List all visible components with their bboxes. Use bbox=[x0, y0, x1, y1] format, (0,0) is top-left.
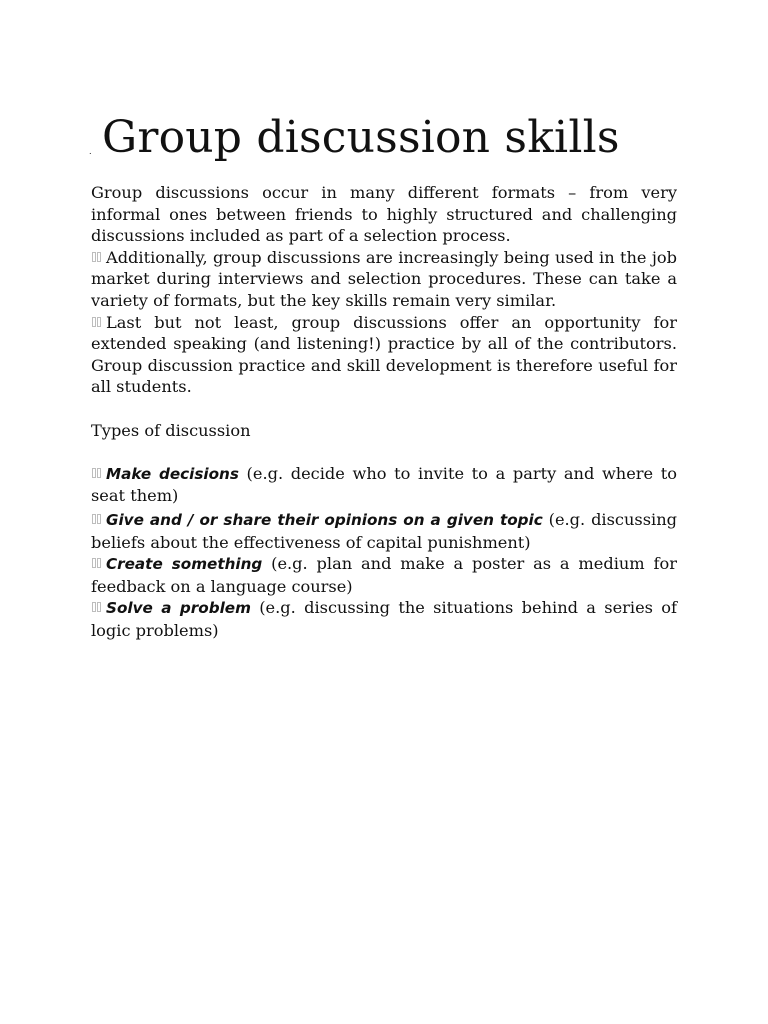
paragraph-text: Additionally, group discussions are increasingly being used in the job market during interviews and selection procedures. These can take a variety of formats, but the key skills remain very similar. bbox=[91, 247, 677, 310]
type-item bbox=[91, 553, 677, 597]
bullet-box-icon bbox=[91, 601, 104, 613]
types-heading: Types of discussion bbox=[91, 420, 251, 440]
paragraph-text: Last but not least, group discussions offer an opportunity for extended speaking (and listening!) practice by all of the contributors. Group discussion practice and skill development is therefore useful for all students. bbox=[91, 312, 677, 397]
document-page bbox=[91, 110, 677, 641]
type-detail: (e.g. decide who to invite to a party and where to seat them) bbox=[91, 463, 678, 506]
type-term: Give and / or share their opinions on a given topic bbox=[106, 510, 543, 529]
bullet-box-icon bbox=[91, 557, 104, 569]
type-term: Create something bbox=[106, 555, 263, 574]
title-mark: . bbox=[89, 147, 92, 156]
intro-paragraph bbox=[91, 182, 677, 247]
type-detail: (e.g. discussing beliefs about the effectiveness of capital punishment) bbox=[91, 509, 677, 552]
type-term: Make decisions bbox=[106, 464, 239, 483]
type-item bbox=[91, 463, 677, 507]
document-title: Group discussion skills bbox=[102, 112, 620, 163]
type-detail: (e.g. discussing the situations behind a series of logic problems) bbox=[91, 598, 677, 640]
type-term: Solve a problem bbox=[106, 599, 251, 618]
bullet-box-icon bbox=[91, 513, 104, 525]
bullet-box-icon bbox=[91, 316, 104, 328]
paragraph-practice bbox=[91, 312, 677, 398]
type-item bbox=[91, 597, 677, 641]
title-row bbox=[91, 110, 677, 170]
type-item bbox=[91, 509, 677, 553]
paragraph-job-market bbox=[91, 247, 677, 312]
bullet-box-icon bbox=[91, 251, 104, 263]
paragraph-text: Group discussions occur in many different formats – from very informal ones between friends to highly structured and challenging discussions included as part of a selection process. bbox=[91, 183, 677, 246]
type-detail: (e.g. plan and make a poster as a medium for feedback on a language course) bbox=[91, 554, 677, 596]
bullet-box-icon bbox=[91, 467, 104, 479]
